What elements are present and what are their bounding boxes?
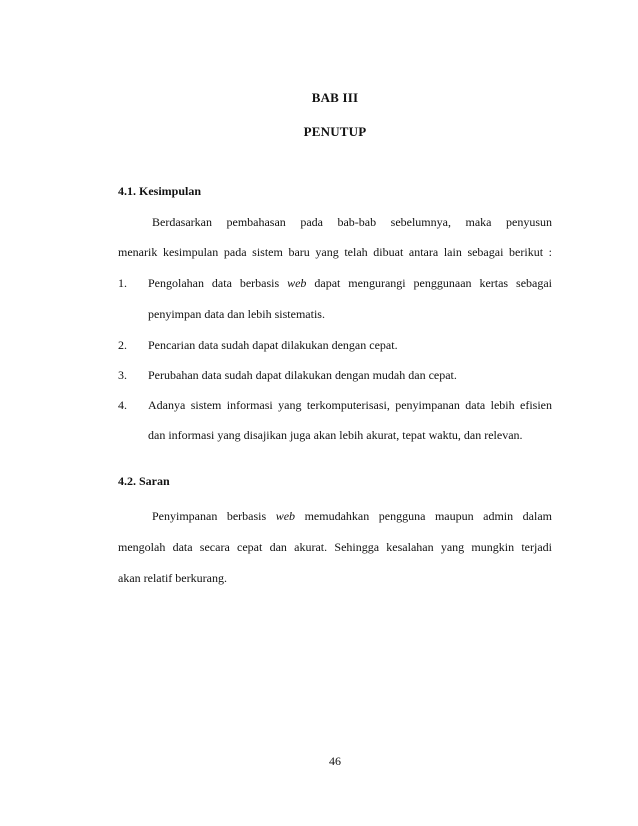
saran-line-2: mengolah data secara cepat dan akurat. Sehingga kesalahan yang mungkin terjadi (118, 540, 552, 554)
saran-emphasis: web (275, 509, 296, 523)
list-item-3-line-1: Perubahan data sudah dapat dilakukan dengan mudah dan cepat. (148, 368, 457, 382)
list-item-1-line-2: penyimpan data dan lebih sistematis. (148, 307, 325, 321)
list-item-4-line-2: dan informasi yang disajikan juga akan lebih akurat, tepat waktu, dan relevan. (148, 428, 523, 442)
kesimpulan-intro-line-2: menarik kesimpulan pada sistem baru yang telah dibuat antara lain sebagai berikut : (118, 245, 552, 259)
section-heading-saran: 4.2. Saran (118, 474, 170, 488)
section-heading-kesimpulan: 4.1. Kesimpulan (118, 184, 202, 198)
list-item-number: 4. (118, 398, 127, 412)
page-number: 46 (329, 754, 341, 768)
list-item-1-text-a: Pengolahan data berbasis (148, 276, 280, 290)
list-item-1-line-1 (148, 276, 552, 291)
chapter-title: PENUTUP (303, 124, 367, 139)
list-item-number: 1. (118, 276, 127, 290)
kesimpulan-intro-line-1: Berdasarkan pembahasan pada bab-bab sebelumnya, maka penyusun (152, 215, 552, 229)
list-item-4-line-1: Adanya sistem informasi yang terkomputerisasi, penyimpanan data lebih efisien (148, 398, 552, 412)
list-item-1-emphasis: web (287, 276, 307, 290)
list-item-2-line-1: Pencarian data sudah dapat dilakukan dengan cepat. (148, 338, 398, 352)
saran-line-3: akan relatif berkurang. (118, 571, 227, 585)
list-item-1-text-b: dapat mengurangi penggunaan kertas sebagai (314, 276, 553, 290)
list-item-number: 3. (118, 368, 127, 382)
saran-line-1 (118, 509, 552, 524)
list-item-number: 2. (118, 338, 127, 352)
chapter-number: BAB III (311, 90, 359, 105)
saran-text-b: memudahkan pengguna maupun admin dalam (304, 509, 552, 523)
saran-text-a: Penyimpanan berbasis (152, 509, 267, 523)
